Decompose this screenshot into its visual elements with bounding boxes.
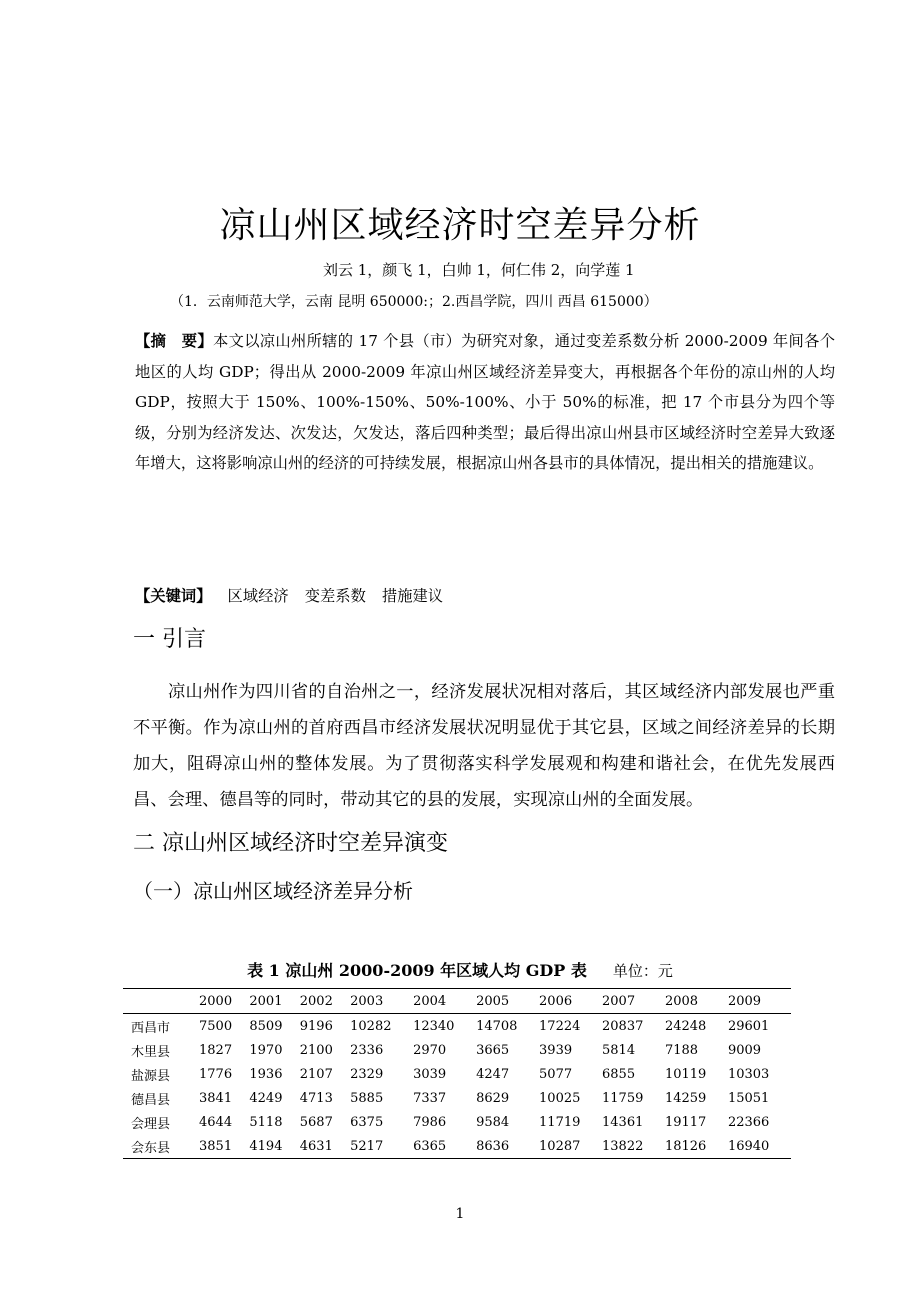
intro-paragraph: 凉山州作为四川省的自治州之一，经济发展状况相对落后，其区域经济内部发展也严重不平衡。作为凉山州的首府西昌市经济发展状况明显优于其它县，区域之间经济差异的长期加大，阻碍凉山州的整体发展。为了贯彻落实科学发展观和构建和谐社会，在优先发展西昌、会理、德昌等的同时，带动其它的县的发展，实现凉山州的全面发展。 [133,682,835,810]
value-cell: 2329 [350,1066,384,1082]
gdp-table [123,988,791,1159]
value-cell: 8636 [476,1138,510,1154]
value-cell: 14708 [476,1018,518,1034]
header-year: 2005 [476,993,510,1009]
page-number: 1 [455,1206,465,1222]
value-cell: 5885 [350,1090,384,1106]
header-year: 2009 [727,993,762,1009]
value-cell: 1776 [199,1066,233,1082]
value-cell: 1970 [249,1042,283,1058]
value-cell: 3841 [199,1090,233,1106]
keywords-label: 【关键词】 [135,587,212,605]
header-year: 2006 [539,993,573,1009]
value-cell: 10119 [664,1066,707,1082]
value-cell: 29601 [727,1018,770,1034]
table-row [123,1134,791,1159]
value-cell: 24248 [664,1018,707,1034]
value-cell: 17224 [539,1018,581,1034]
value-cell: 7337 [413,1090,447,1106]
value-cell: 8509 [249,1018,283,1034]
value-cell: 9196 [299,1018,333,1034]
value-cell: 4249 [249,1090,283,1106]
value-cell: 11759 [602,1090,644,1106]
value-cell: 5077 [539,1066,573,1082]
value-cell: 9009 [727,1042,762,1058]
value-cell: 13822 [602,1138,644,1154]
value-cell: 5814 [602,1042,636,1058]
value-cell: 4194 [249,1138,283,1154]
value-cell: 14259 [664,1090,707,1106]
value-cell: 6375 [350,1114,384,1130]
value-cell: 1936 [249,1066,283,1082]
value-cell: 6855 [602,1066,636,1082]
table-row [123,1038,791,1062]
value-cell: 15051 [727,1090,770,1106]
table-caption [0,958,920,984]
value-cell: 10025 [539,1090,581,1106]
value-cell: 18126 [664,1138,707,1154]
table-unit: 单位：元 [612,962,673,980]
value-cell: 5217 [350,1138,384,1154]
value-cell: 5118 [249,1114,283,1130]
table-row [123,1110,791,1134]
region-cell: 西昌市 [131,1020,171,1036]
header-year: 2007 [602,993,636,1009]
table-row [123,1014,791,1039]
author-list: 刘云 1，颜飞 1，白帅 1，何仁伟 2，向学莲 1 [323,261,635,279]
table-header-row [123,989,791,1014]
header-year: 2003 [350,993,384,1009]
value-cell: 7986 [413,1114,447,1130]
abstract-label: 【摘 要】 [135,332,213,350]
affiliation: （1．云南师范大学，云南 昆明 650000:；2.西昌学院，四川 西昌 615000） [170,294,658,310]
abstract [135,326,835,479]
value-cell: 3939 [539,1042,573,1058]
value-cell: 20837 [602,1018,644,1034]
value-cell: 10287 [539,1138,581,1154]
value-cell: 14361 [602,1114,644,1130]
value-cell: 22366 [727,1114,770,1130]
section-heading-intro: 一 引言 [133,627,206,652]
value-cell: 7188 [664,1042,699,1058]
value-cell: 8629 [476,1090,510,1106]
value-cell: 3665 [476,1042,510,1058]
abstract-text: 本文以凉山州所辖的 17 个县（市）为研究对象，通过变差系数分析 2000-2009 年间各个地区的人均 GDP；得出从 2000-2009 年凉山州区域经济差异变大，再根据各个年份的凉山州的人均 GDP，按照大于 150%、100%-150%、50%-100%、小于 50%的标准，把 17 个市县分为四个等级，分别为经济发达、次发达，欠发达，落后四种类型；最后得出凉山州县市区域经济时空差异大致逐年增大，这将影响凉山州的经济的可持续发展，根据凉山州各县市的具体情况，提出相关的措施建议。 [135,332,835,472]
keywords [135,582,443,610]
value-cell: 5687 [299,1114,333,1130]
value-cell: 2107 [299,1066,333,1082]
region-cell: 木里县 [131,1044,171,1060]
header-year: 2004 [413,993,447,1009]
value-cell: 11719 [539,1114,581,1130]
value-cell: 2336 [350,1042,384,1058]
keyword: 区域经济 [227,587,289,605]
value-cell: 19117 [664,1114,707,1130]
value-cell: 10303 [727,1066,770,1082]
value-cell: 6365 [413,1138,447,1154]
value-cell: 12340 [413,1018,455,1034]
table-row [123,1062,791,1086]
table-row [123,1086,791,1110]
section-heading-evolution: 二 凉山州区域经济时空差异演变 [133,831,448,856]
value-cell: 4631 [299,1138,333,1154]
region-cell: 会理县 [131,1116,171,1132]
value-cell: 16940 [727,1138,770,1154]
value-cell: 4644 [199,1114,233,1130]
header-cell [123,989,199,1014]
value-cell: 2100 [299,1042,333,1058]
value-cell: 9584 [476,1114,510,1130]
region-cell: 会东县 [131,1140,171,1156]
header-year: 2002 [299,993,333,1009]
value-cell: 7500 [199,1018,233,1034]
value-cell: 10282 [350,1018,392,1034]
value-cell: 4713 [299,1090,333,1106]
keyword: 措施建议 [381,587,444,605]
keyword: 变差系数 [304,587,366,605]
subsection-heading: （一）凉山州区域经济差异分析 [133,879,413,903]
region-cell: 盐源县 [131,1068,171,1084]
header-year: 2001 [249,993,283,1009]
value-cell: 3039 [413,1066,447,1082]
paper-title: 凉山州区域经济时空差异分析 [219,205,701,246]
value-cell: 3851 [199,1138,233,1154]
table-title: 表 1 凉山州 2000-2009 年区域人均 GDP 表 [247,961,587,980]
region-cell: 德昌县 [131,1092,171,1108]
header-year: 2008 [664,993,699,1009]
header-year: 2000 [199,993,233,1009]
value-cell: 4247 [476,1066,510,1082]
value-cell: 2970 [413,1042,447,1058]
value-cell: 1827 [199,1042,233,1058]
